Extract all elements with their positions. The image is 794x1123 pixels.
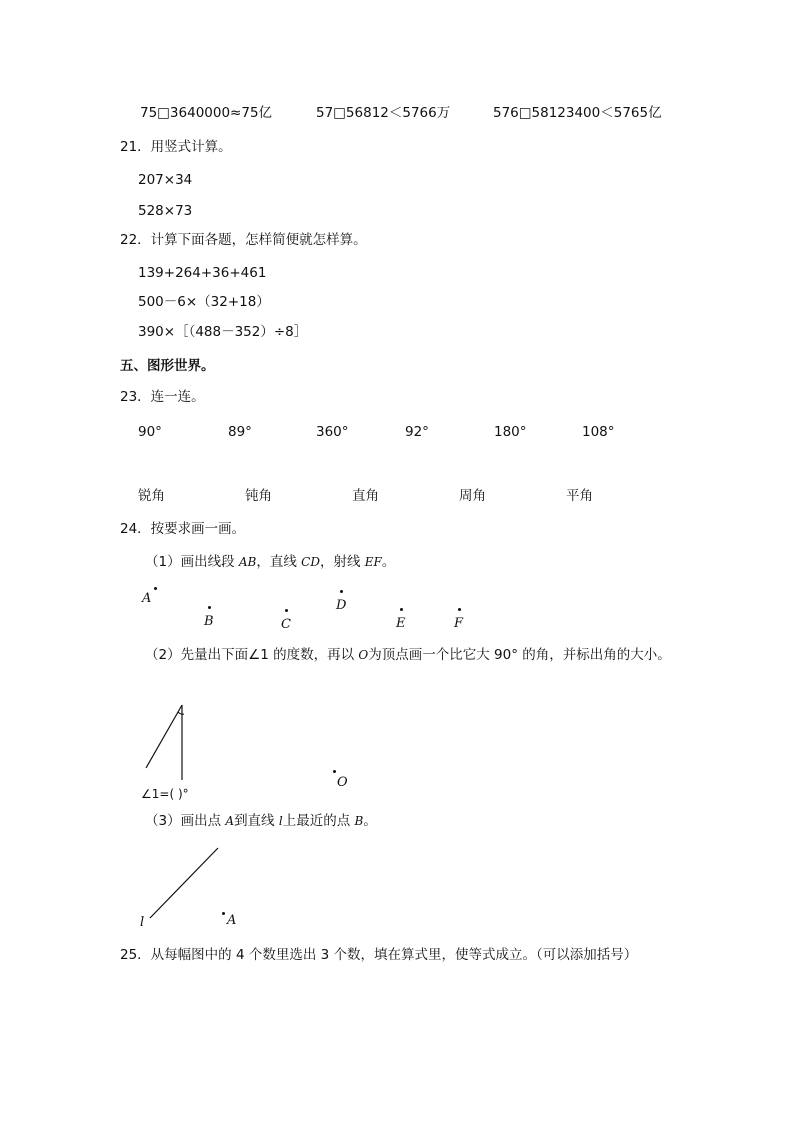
q21-item-1: 207×34	[138, 172, 193, 188]
q22-item-3: 390×［（488－352）÷8］	[138, 324, 308, 340]
q22-item-2: 500－6×（32+18）	[138, 294, 270, 310]
q23-angle-type-2: 钝角	[245, 488, 272, 504]
q24-title: 24．按要求画一画。	[120, 521, 246, 537]
point-a2-label: A	[227, 913, 237, 928]
q23-angle-type-5: 平角	[566, 488, 593, 504]
q21-item-2: 528×73	[138, 203, 193, 219]
q23-degree-1: 90°	[138, 424, 162, 440]
q24-part1-instruction: （1）画出线段 AB，直线 CD，射线 EF。	[145, 554, 396, 570]
q23-title: 23．连一连。	[120, 389, 205, 405]
q22-title: 22．计算下面各题，怎样简便就怎样算。	[120, 232, 367, 248]
angle-one-measure-label: ∠1=( )°	[141, 787, 189, 801]
point-o-label: O	[337, 775, 348, 790]
section-five-title: 五、图形世界。	[120, 358, 215, 374]
q23-degree-3: 360°	[316, 424, 349, 440]
q22-item-1: 139+264+36+461	[138, 265, 267, 281]
q23-degree-2: 89°	[228, 424, 252, 440]
q25-title: 25．从每幅图中的 4 个数里选出 3 个数，填在算式里，使等式成立。（可以添加括号）	[120, 947, 638, 963]
q20-item-3: 576□58123400＜5765亿	[493, 105, 662, 121]
q23-angle-type-1: 锐角	[138, 488, 165, 504]
point-b-label: B	[204, 614, 214, 629]
point-d-label: D	[336, 598, 347, 613]
q24-part2-instruction: （2）先量出下面∠1 的度数，再以 O为顶点画一个比它大 90° 的角，并标出角的大小。	[145, 647, 671, 663]
point-a-label: A	[142, 591, 152, 606]
q23-angle-type-3: 直角	[352, 488, 379, 504]
q20-item-1: 75□3640000≈75亿	[140, 105, 273, 121]
q24-part3-instruction: （3）画出点 A到直线 l上最近的点 B。	[145, 813, 377, 829]
q23-degree-5: 180°	[494, 424, 527, 440]
line-l-label: l	[140, 915, 145, 930]
point-a2-dot	[222, 912, 225, 915]
point-f-label: F	[454, 616, 464, 631]
q23-degree-6: 108°	[582, 424, 615, 440]
point-c-label: C	[281, 617, 291, 632]
point-e-label: E	[396, 616, 406, 631]
q20-item-2: 57□56812＜5766万	[316, 105, 451, 121]
q23-angle-type-4: 周角	[459, 488, 486, 504]
q21-title: 21．用竖式计算。	[120, 139, 232, 155]
q23-degree-4: 92°	[405, 424, 429, 440]
